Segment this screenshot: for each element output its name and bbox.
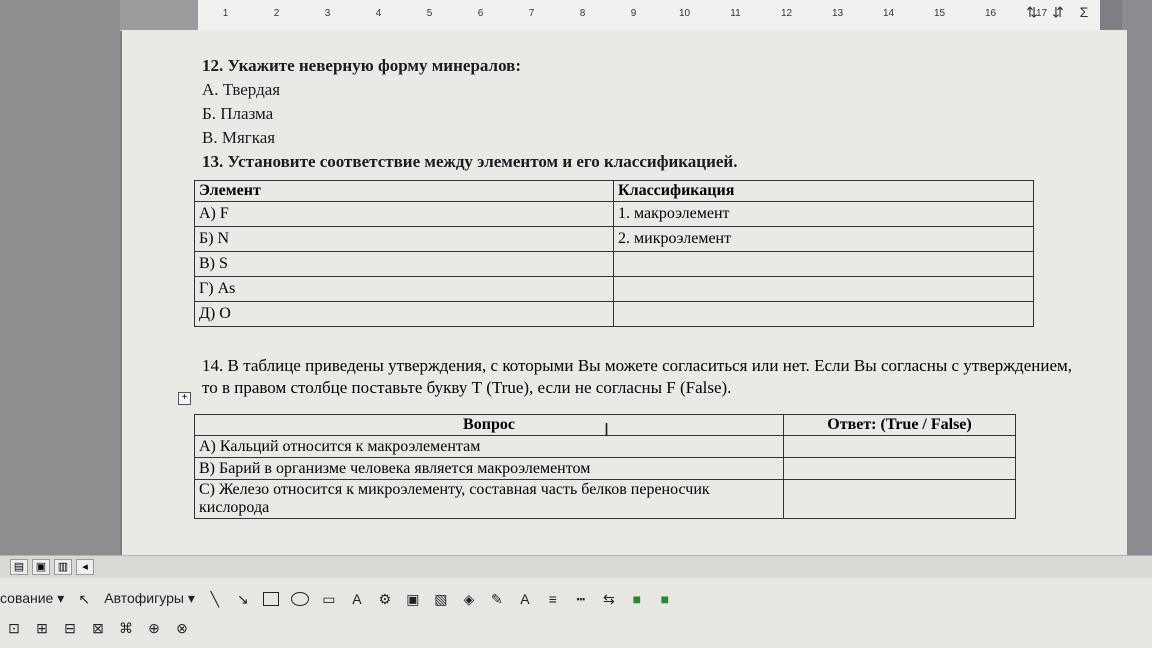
table-cell[interactable]: В) S <box>195 252 614 277</box>
ruler-tick-label: 16 <box>984 8 997 19</box>
table-header: Элемент <box>195 181 614 202</box>
font-color-icon[interactable]: A <box>520 590 530 607</box>
select-objects-icon[interactable]: ↖ <box>78 590 91 607</box>
clipart-icon[interactable]: ▣ <box>406 590 420 607</box>
table-cell[interactable] <box>614 302 1034 327</box>
line-style-icon[interactable]: ≡ <box>548 590 557 607</box>
ruler-tick-label: 3 <box>324 8 331 19</box>
ruler-tick-label: 14 <box>882 8 895 19</box>
shadow-icon[interactable]: ■ <box>632 590 642 607</box>
ruler-tick-label: 7 <box>528 8 535 19</box>
tool-icon[interactable]: ⊡ <box>8 620 20 636</box>
tool-icon[interactable]: ⊞ <box>36 620 48 636</box>
table-cell[interactable] <box>614 252 1034 277</box>
dash-style-icon[interactable]: ┅ <box>576 590 586 607</box>
table-header: Вопрос <box>195 415 784 436</box>
table-cell[interactable]: А) F <box>195 202 614 227</box>
table-row[interactable] <box>195 458 1016 480</box>
question-12-option: В. Мягкая <box>202 128 276 147</box>
question-13-title: 13. Установите соответствие между элементом и его классификацией. <box>202 152 738 171</box>
ruler-tick-label: 12 <box>780 8 793 19</box>
left-workspace-margin <box>0 0 120 560</box>
print-view-icon[interactable]: ▥ <box>54 559 72 575</box>
tool-icon[interactable]: ⊗ <box>176 620 188 636</box>
table-cell[interactable] <box>784 480 1016 519</box>
ruler-tick-label: 6 <box>477 8 484 19</box>
table-cell[interactable]: Б) N <box>195 227 614 252</box>
line-icon[interactable]: ╲ <box>210 590 220 607</box>
ruler-tick-label: 15 <box>933 8 946 19</box>
autoshapes-button[interactable]: Автофигуры ▾ <box>104 590 195 606</box>
rectangle-icon[interactable] <box>263 592 279 606</box>
ruler-margin <box>120 0 198 30</box>
ruler-tick-label: 11 <box>730 8 741 19</box>
tool-icon[interactable]: ⌘ <box>119 620 133 636</box>
table-row[interactable] <box>195 277 1034 302</box>
table-row[interactable] <box>195 302 1034 327</box>
sort-desc-icon[interactable]: ⇵ <box>1052 4 1064 20</box>
question-12 <box>202 54 1052 174</box>
question-12-title: 12. Укажите неверную форму минералов: <box>202 56 522 75</box>
table-cell[interactable]: Д) O <box>195 302 614 327</box>
ruler-tick-label: 1 <box>222 8 229 19</box>
fill-color-icon[interactable]: ◈ <box>463 590 475 607</box>
table-cell[interactable]: С) Железо относится к микроэлементу, составная часть белков переносчик кислорода <box>195 480 784 519</box>
arrow-style-icon[interactable]: ⇆ <box>602 590 615 607</box>
question-12-option: А. Твердая <box>202 80 281 99</box>
drawing-toolbar <box>0 578 1152 648</box>
table-cell[interactable] <box>784 458 1016 480</box>
text-box-icon[interactable]: ▭ <box>322 590 336 607</box>
table-cell[interactable] <box>614 277 1034 302</box>
table-cell[interactable]: 1. макроэлемент <box>614 202 1034 227</box>
drawing-menu-button[interactable]: сование ▾ <box>0 590 65 606</box>
question-14-text: 14. В таблице приведены утверждения, с которыми Вы можете согласиться или нет. Если Вы согласны с утверждением, то в правом столбце поставьте букву Т (True), если не согласны F (False). <box>202 356 1072 397</box>
line-color-icon[interactable]: ✎ <box>490 590 503 607</box>
scroll-left-icon[interactable]: ◂ <box>76 559 94 575</box>
tool-icon[interactable]: ⊠ <box>92 620 104 636</box>
ruler-tick-label: 5 <box>426 8 433 19</box>
question-12-option: Б. Плазма <box>202 104 274 123</box>
tool-icon[interactable]: ⊟ <box>64 620 76 636</box>
table-row[interactable] <box>195 252 1034 277</box>
3d-icon[interactable]: ■ <box>660 590 670 607</box>
table-row[interactable] <box>195 227 1034 252</box>
tool-icon[interactable]: ⊕ <box>148 620 160 636</box>
table-cell[interactable]: В) Барий в организме человека является макроэлементом <box>195 458 784 480</box>
view-buttons-bar <box>0 555 1152 578</box>
table-move-handle-icon[interactable]: + <box>178 392 191 405</box>
autoshapes-label: Автофигуры <box>104 590 184 606</box>
wordart-icon[interactable]: A <box>352 590 362 607</box>
ruler-tick-label: 13 <box>831 8 844 19</box>
top-toolbar <box>1024 0 1092 24</box>
text-cursor-icon: I <box>604 420 610 440</box>
table-row[interactable] <box>195 202 1034 227</box>
table-cell[interactable] <box>784 436 1016 458</box>
sum-icon[interactable]: Σ <box>1079 4 1089 20</box>
picture-icon[interactable]: ▧ <box>434 590 448 607</box>
table-cell[interactable]: 2. микроэлемент <box>614 227 1034 252</box>
sort-asc-icon[interactable]: ⇅ <box>1026 4 1038 20</box>
ruler-tick-label: 8 <box>579 8 586 19</box>
drawing-menu-label: сование <box>0 590 54 606</box>
ruler-tick-label: 2 <box>273 8 280 19</box>
ruler-ticks <box>200 8 1067 19</box>
ruler-tick-label: 4 <box>375 8 382 19</box>
ruler-tick-label: 10 <box>678 8 691 19</box>
oval-icon[interactable] <box>291 592 309 606</box>
ruler-tick-label: 9 <box>630 8 637 19</box>
table-header: Классификация <box>614 181 1034 202</box>
table-header-row <box>195 181 1034 202</box>
document-page[interactable] <box>122 30 1127 575</box>
arrow-icon[interactable]: ↘ <box>236 590 249 607</box>
normal-view-icon[interactable]: ▤ <box>10 559 28 575</box>
web-view-icon[interactable]: ▣ <box>32 559 50 575</box>
table-cell[interactable]: А) Кальций относится к макроэлементам <box>195 436 784 458</box>
horizontal-ruler[interactable] <box>120 0 1100 31</box>
table-row[interactable] <box>195 480 1016 519</box>
table-cell[interactable]: Г) As <box>195 277 614 302</box>
ruler-tick-label: 17 <box>1035 8 1048 19</box>
table-header: Ответ: (True / False) <box>784 415 1016 436</box>
diagram-icon[interactable]: ⚙ <box>378 590 392 607</box>
classification-table[interactable] <box>194 180 1034 327</box>
